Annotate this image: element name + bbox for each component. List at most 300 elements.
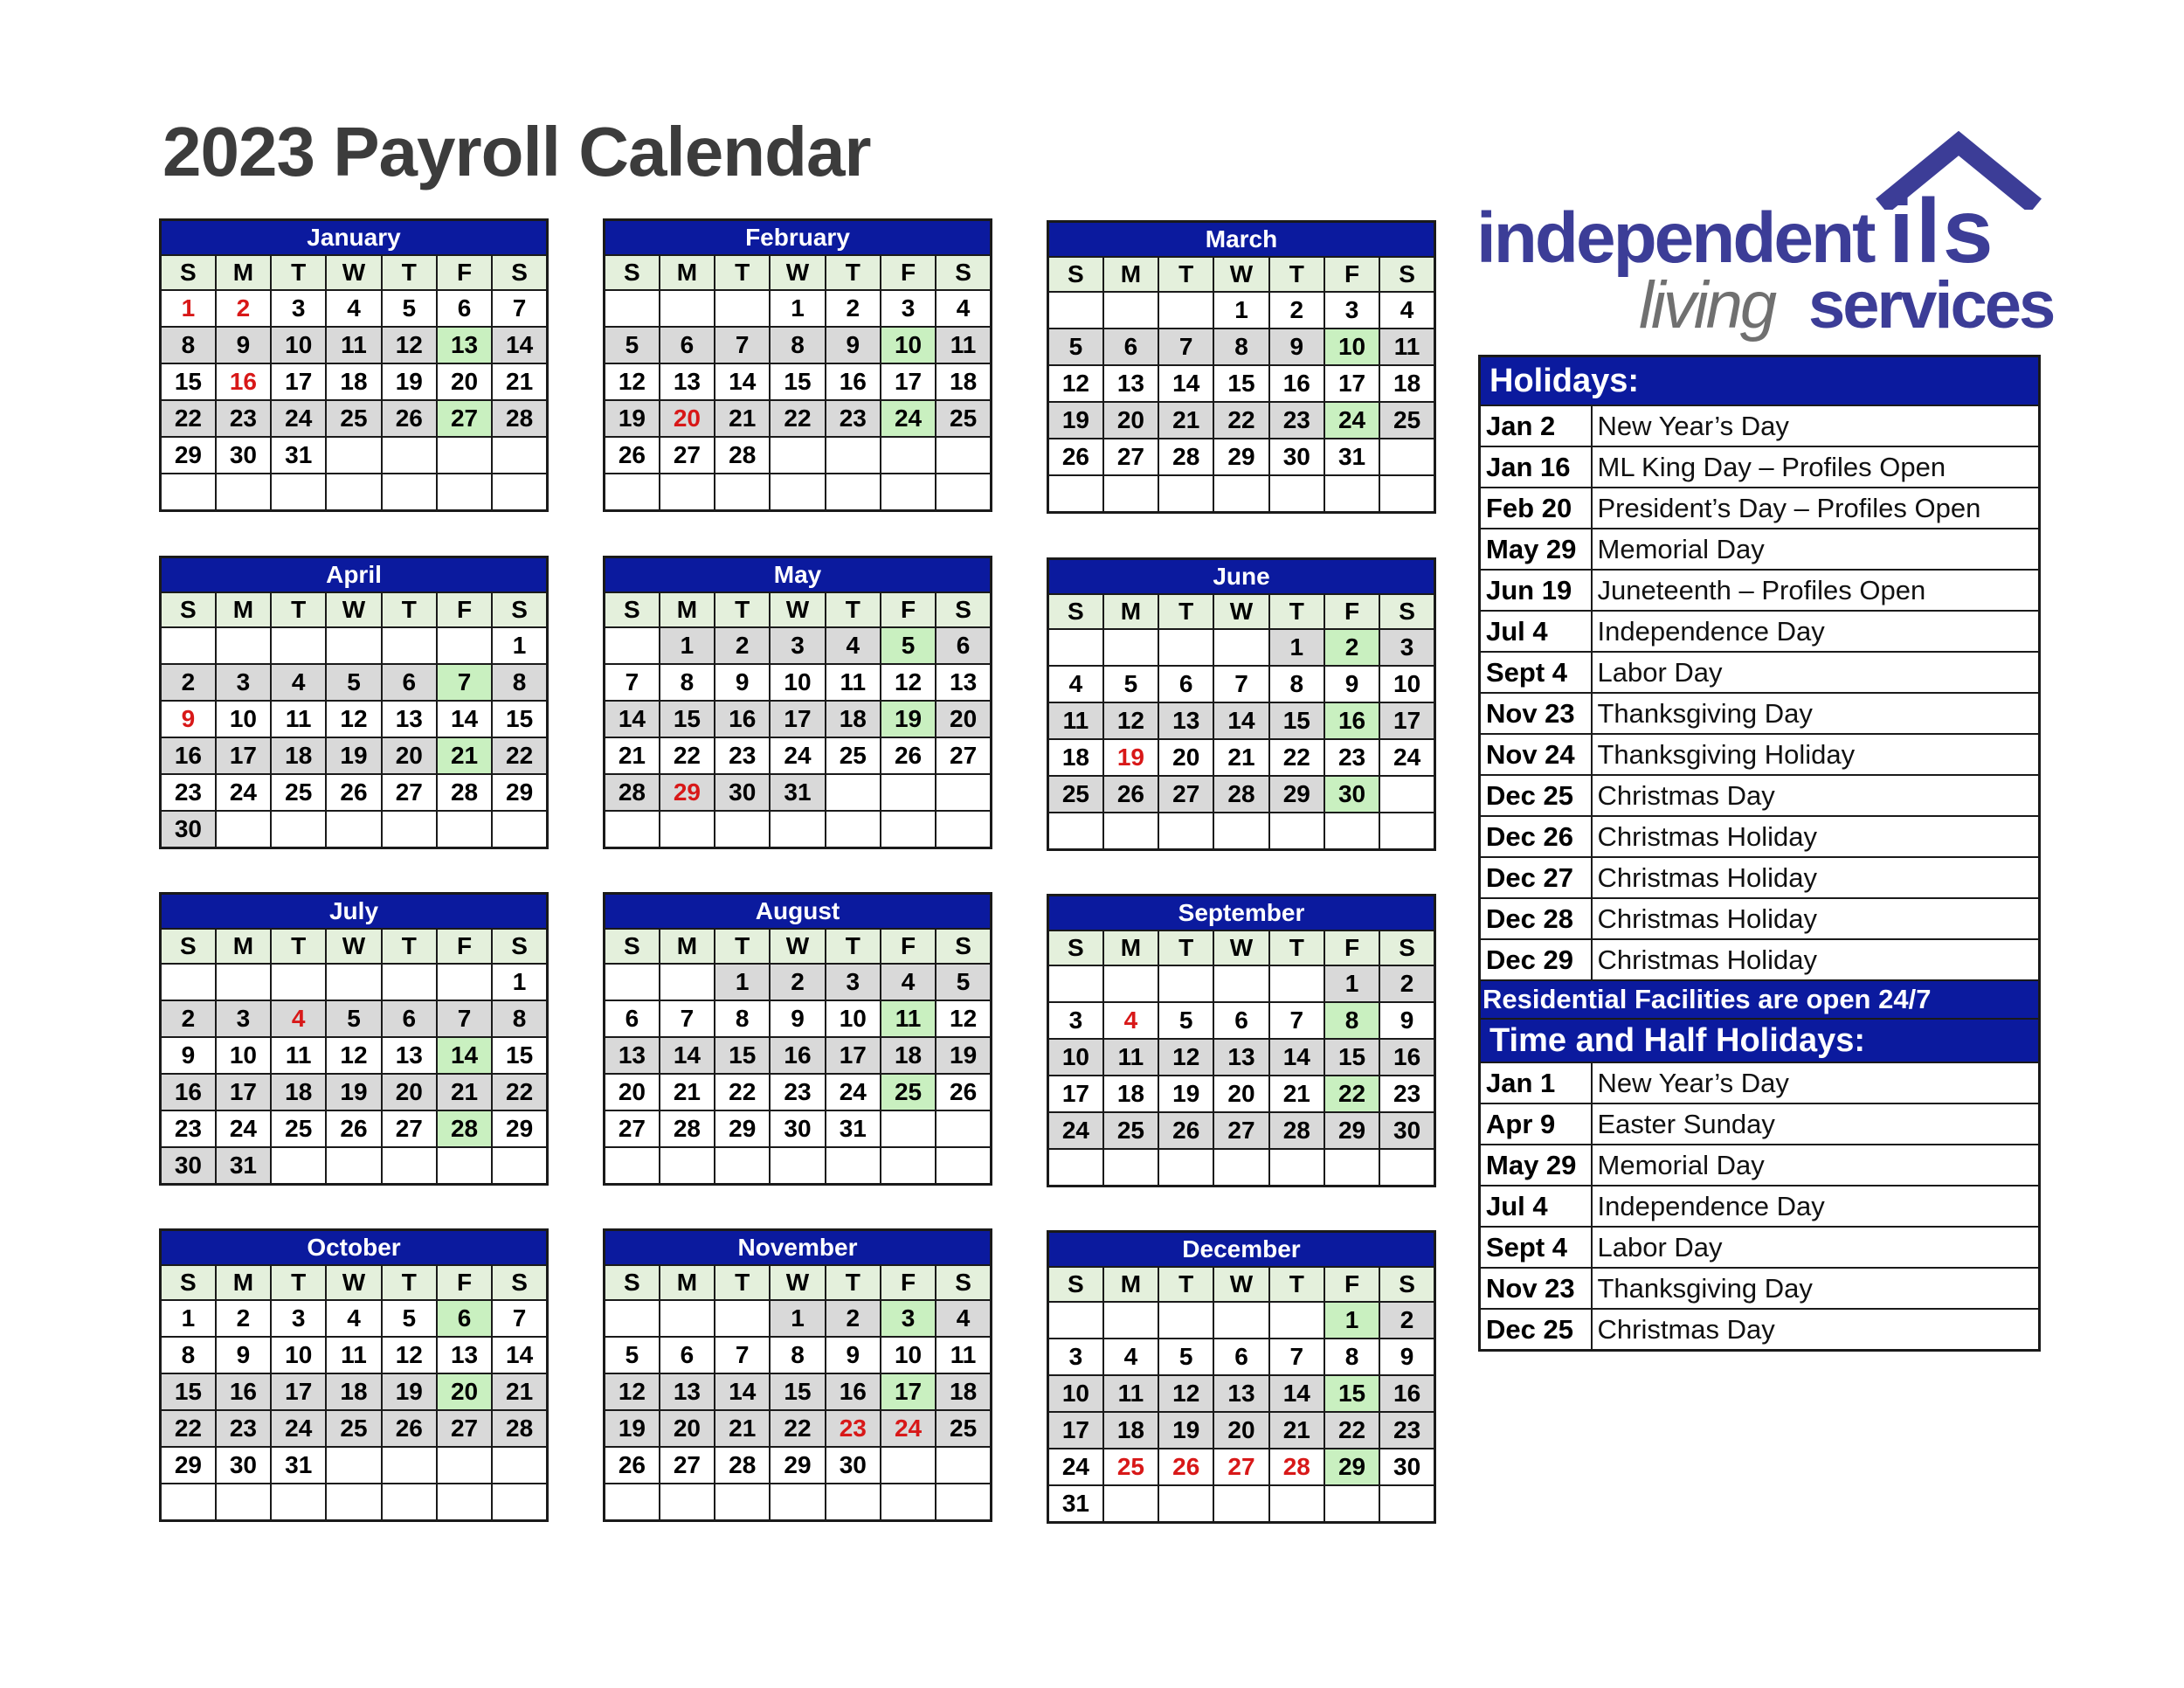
month-name: June — [1048, 559, 1435, 595]
weekday-label: T — [1269, 1267, 1324, 1302]
day-cell: 23 — [715, 737, 770, 774]
day-cell: 26 — [605, 437, 660, 474]
empty-cell — [437, 1484, 492, 1521]
empty-cell — [605, 474, 660, 511]
day-cell: 24 — [271, 400, 326, 437]
day-cell: 31 — [1324, 439, 1379, 475]
day-cell: 4 — [881, 964, 936, 1000]
day-cell: 12 — [1048, 365, 1103, 402]
empty-cell — [1213, 1302, 1268, 1339]
day-cell: 30 — [1269, 439, 1324, 475]
day-cell: 17 — [1048, 1076, 1103, 1112]
holidays-table — [1478, 355, 2041, 1352]
day-cell: 29 — [492, 774, 547, 811]
day-cell: 30 — [1379, 1449, 1434, 1485]
day-cell: 11 — [1379, 329, 1434, 365]
holiday-date: Nov 23 — [1480, 693, 1592, 734]
day-cell: 29 — [492, 1110, 547, 1147]
weekday-label: S — [1379, 1267, 1434, 1302]
month-name: October — [161, 1230, 548, 1266]
holiday-date: May 29 — [1480, 1145, 1592, 1186]
day-cell: 20 — [1213, 1076, 1268, 1112]
day-cell: 3 — [1324, 292, 1379, 329]
month-name: April — [161, 557, 548, 593]
day-cell: 2 — [161, 664, 216, 701]
day-cell: 26 — [881, 737, 936, 774]
day-cell: 9 — [161, 701, 216, 737]
day-cell: 24 — [1048, 1449, 1103, 1485]
empty-cell — [437, 964, 492, 1000]
empty-cell — [216, 627, 271, 664]
weekday-label: M — [1103, 1267, 1158, 1302]
day-cell: 28 — [492, 1410, 547, 1447]
day-cell: 19 — [1048, 402, 1103, 439]
day-cell: 20 — [437, 363, 492, 400]
empty-cell — [881, 1147, 936, 1185]
holiday-name: Memorial Day — [1592, 529, 2040, 570]
day-cell: 24 — [216, 1110, 271, 1147]
day-cell: 5 — [1048, 329, 1103, 365]
weekday-label: S — [161, 929, 216, 964]
day-cell: 11 — [326, 327, 381, 363]
empty-cell — [382, 1147, 437, 1185]
holiday-date: Jan 16 — [1480, 446, 1592, 488]
day-cell: 27 — [1103, 439, 1158, 475]
month-name: March — [1048, 222, 1435, 258]
logo-word-services: services — [1808, 268, 2054, 342]
holiday-name: Christmas Holiday — [1592, 857, 2040, 898]
weekday-label: M — [660, 592, 715, 627]
empty-cell — [326, 437, 381, 474]
weekday-label: S — [936, 592, 991, 627]
empty-cell — [1048, 475, 1103, 513]
day-cell: 13 — [660, 363, 715, 400]
day-cell: 28 — [715, 1447, 770, 1484]
day-cell: 24 — [1379, 739, 1434, 776]
day-cell: 22 — [161, 1410, 216, 1447]
day-cell: 23 — [1379, 1412, 1434, 1449]
holiday-row — [1480, 446, 2040, 488]
day-cell: 8 — [1213, 329, 1268, 365]
day-cell: 4 — [1048, 666, 1103, 702]
empty-cell — [437, 811, 492, 848]
empty-cell — [605, 1300, 660, 1337]
day-cell: 2 — [826, 1300, 881, 1337]
empty-cell — [161, 1484, 216, 1521]
day-cell: 9 — [216, 1337, 271, 1373]
day-cell: 20 — [605, 1074, 660, 1110]
day-cell: 16 — [715, 701, 770, 737]
day-cell: 13 — [382, 1037, 437, 1074]
empty-cell — [1269, 1485, 1324, 1523]
weekday-label: S — [936, 929, 991, 964]
day-cell: 27 — [437, 400, 492, 437]
day-cell: 8 — [492, 1000, 547, 1037]
day-cell: 1 — [770, 290, 825, 327]
empty-cell — [881, 1447, 936, 1484]
holiday-row — [1480, 488, 2040, 529]
day-cell: 6 — [437, 1300, 492, 1337]
empty-cell — [715, 1147, 770, 1185]
day-cell: 18 — [826, 701, 881, 737]
weekday-label: T — [1158, 257, 1213, 292]
weekday-label: S — [161, 592, 216, 627]
day-cell: 4 — [271, 664, 326, 701]
day-cell: 5 — [605, 1337, 660, 1373]
day-cell: 2 — [161, 1000, 216, 1037]
month-calendar-november — [603, 1228, 992, 1522]
empty-cell — [1048, 1149, 1103, 1186]
holiday-row — [1480, 857, 2040, 898]
day-cell: 24 — [881, 400, 936, 437]
day-cell: 9 — [1269, 329, 1324, 365]
weekday-label: T — [826, 929, 881, 964]
empty-cell — [492, 474, 547, 511]
day-cell: 16 — [216, 1373, 271, 1410]
day-cell: 1 — [1213, 292, 1268, 329]
empty-cell — [216, 1484, 271, 1521]
weekday-label: F — [437, 592, 492, 627]
empty-cell — [1213, 629, 1268, 666]
weekday-label: S — [161, 255, 216, 290]
day-cell: 23 — [216, 1410, 271, 1447]
holiday-row — [1480, 405, 2040, 446]
day-cell: 2 — [216, 290, 271, 327]
day-cell: 15 — [1324, 1039, 1379, 1076]
empty-cell — [1379, 1485, 1434, 1523]
day-cell: 10 — [881, 1337, 936, 1373]
day-cell: 20 — [382, 737, 437, 774]
day-cell: 23 — [826, 400, 881, 437]
weekday-label: F — [437, 255, 492, 290]
weekday-label: S — [1048, 930, 1103, 965]
day-cell: 15 — [161, 1373, 216, 1410]
empty-cell — [1048, 813, 1103, 850]
page-title: 2023 Payroll Calendar — [162, 113, 871, 190]
day-cell: 29 — [715, 1110, 770, 1147]
holiday-name: Easter Sunday — [1592, 1103, 2040, 1145]
day-cell: 27 — [660, 437, 715, 474]
weekday-label: S — [1379, 594, 1434, 629]
weekday-label: F — [437, 929, 492, 964]
month-name: May — [605, 557, 992, 593]
day-cell: 2 — [1324, 629, 1379, 666]
empty-cell — [715, 1484, 770, 1521]
day-cell: 4 — [1379, 292, 1434, 329]
day-cell: 31 — [271, 437, 326, 474]
empty-cell — [1158, 1302, 1213, 1339]
empty-cell — [271, 627, 326, 664]
day-cell: 24 — [1048, 1112, 1103, 1149]
day-cell: 21 — [715, 1410, 770, 1447]
day-cell: 12 — [936, 1000, 991, 1037]
weekday-label: S — [1048, 594, 1103, 629]
day-cell: 22 — [1324, 1076, 1379, 1112]
holiday-row — [1480, 1145, 2040, 1186]
day-cell: 3 — [1048, 1002, 1103, 1039]
empty-cell — [326, 1447, 381, 1484]
day-cell: 20 — [936, 701, 991, 737]
day-cell: 11 — [1103, 1039, 1158, 1076]
empty-cell — [437, 437, 492, 474]
month-name: July — [161, 894, 548, 930]
day-cell: 22 — [715, 1074, 770, 1110]
day-cell: 2 — [1379, 965, 1434, 1002]
day-cell: 13 — [660, 1373, 715, 1410]
holiday-name: Memorial Day — [1592, 1145, 2040, 1186]
day-cell: 30 — [826, 1447, 881, 1484]
weekday-label: M — [216, 929, 271, 964]
empty-cell — [826, 1484, 881, 1521]
day-cell: 2 — [715, 627, 770, 664]
day-cell: 1 — [492, 627, 547, 664]
day-cell: 11 — [1048, 702, 1103, 739]
day-cell: 16 — [1379, 1039, 1434, 1076]
day-cell: 13 — [936, 664, 991, 701]
empty-cell — [1269, 965, 1324, 1002]
holiday-row — [1480, 570, 2040, 611]
weekday-label: T — [1269, 594, 1324, 629]
weekday-label: M — [216, 592, 271, 627]
day-cell: 10 — [1379, 666, 1434, 702]
day-cell: 5 — [1158, 1002, 1213, 1039]
day-cell: 7 — [492, 1300, 547, 1337]
day-cell: 13 — [1213, 1375, 1268, 1412]
day-cell: 10 — [826, 1000, 881, 1037]
day-cell: 8 — [1324, 1002, 1379, 1039]
day-cell: 4 — [326, 1300, 381, 1337]
day-cell: 5 — [936, 964, 991, 1000]
weekday-label: M — [660, 929, 715, 964]
day-cell: 21 — [1158, 402, 1213, 439]
day-cell: 26 — [382, 1410, 437, 1447]
day-cell: 11 — [271, 1037, 326, 1074]
empty-cell — [715, 811, 770, 848]
weekday-label: T — [826, 592, 881, 627]
day-cell: 29 — [161, 437, 216, 474]
holiday-row — [1480, 816, 2040, 857]
empty-cell — [770, 474, 825, 511]
weekday-label: S — [605, 929, 660, 964]
day-cell: 25 — [271, 774, 326, 811]
empty-cell — [660, 474, 715, 511]
weekday-label: T — [715, 929, 770, 964]
weekday-label: T — [826, 255, 881, 290]
day-cell: 17 — [271, 363, 326, 400]
day-cell: 23 — [770, 1074, 825, 1110]
weekday-label: W — [770, 592, 825, 627]
day-cell: 12 — [382, 327, 437, 363]
day-cell: 6 — [1158, 666, 1213, 702]
month-name: January — [161, 220, 548, 256]
day-cell: 21 — [660, 1074, 715, 1110]
holiday-name: Thanksgiving Day — [1592, 693, 2040, 734]
day-cell: 27 — [605, 1110, 660, 1147]
day-cell: 15 — [660, 701, 715, 737]
weekday-label: S — [1379, 257, 1434, 292]
day-cell: 10 — [271, 1337, 326, 1373]
empty-cell — [660, 964, 715, 1000]
day-cell: 11 — [326, 1337, 381, 1373]
day-cell: 27 — [382, 774, 437, 811]
empty-cell — [161, 474, 216, 511]
empty-cell — [1269, 1149, 1324, 1186]
empty-cell — [437, 1147, 492, 1185]
day-cell: 12 — [326, 1037, 381, 1074]
weekday-label: S — [1048, 1267, 1103, 1302]
day-cell: 14 — [437, 1037, 492, 1074]
weekday-label: S — [605, 1265, 660, 1300]
empty-cell — [826, 774, 881, 811]
empty-cell — [161, 964, 216, 1000]
empty-cell — [1269, 813, 1324, 850]
holiday-name: Christmas Day — [1592, 775, 2040, 816]
weekday-label: S — [492, 592, 547, 627]
day-cell: 1 — [1324, 965, 1379, 1002]
day-cell: 5 — [326, 1000, 381, 1037]
day-cell: 28 — [437, 774, 492, 811]
month-calendar-january — [159, 218, 549, 512]
day-cell: 27 — [1158, 776, 1213, 813]
empty-cell — [1048, 1302, 1103, 1339]
month-calendar-october — [159, 1228, 549, 1522]
day-cell: 28 — [715, 437, 770, 474]
day-cell: 26 — [326, 1110, 381, 1147]
day-cell: 1 — [161, 1300, 216, 1337]
day-cell: 22 — [161, 400, 216, 437]
weekday-label: T — [715, 255, 770, 290]
day-cell: 18 — [1103, 1412, 1158, 1449]
month-name: August — [605, 894, 992, 930]
day-cell: 14 — [437, 701, 492, 737]
day-cell: 15 — [1324, 1375, 1379, 1412]
empty-cell — [826, 437, 881, 474]
empty-cell — [271, 964, 326, 1000]
day-cell: 16 — [161, 1074, 216, 1110]
day-cell: 23 — [1379, 1076, 1434, 1112]
day-cell: 16 — [216, 363, 271, 400]
day-cell: 4 — [936, 290, 991, 327]
holiday-row — [1480, 1268, 2040, 1309]
empty-cell — [271, 811, 326, 848]
empty-cell — [382, 437, 437, 474]
empty-cell — [382, 1447, 437, 1484]
day-cell: 10 — [1048, 1375, 1103, 1412]
day-cell: 20 — [437, 1373, 492, 1410]
empty-cell — [326, 1484, 381, 1521]
day-cell: 10 — [1048, 1039, 1103, 1076]
holidays-heading: Holidays: — [1480, 356, 2040, 406]
day-cell: 17 — [216, 1074, 271, 1110]
empty-cell — [660, 811, 715, 848]
holiday-name: Labor Day — [1592, 652, 2040, 693]
weekday-label: S — [936, 1265, 991, 1300]
holiday-row — [1480, 1227, 2040, 1268]
day-cell: 9 — [715, 664, 770, 701]
holiday-name: New Year’s Day — [1592, 1062, 2040, 1103]
day-cell: 27 — [936, 737, 991, 774]
day-cell: 24 — [881, 1410, 936, 1447]
empty-cell — [881, 1484, 936, 1521]
day-cell: 6 — [1213, 1339, 1268, 1375]
day-cell: 23 — [1269, 402, 1324, 439]
day-cell: 7 — [1213, 666, 1268, 702]
weekday-label: S — [936, 255, 991, 290]
day-cell: 16 — [161, 737, 216, 774]
empty-cell — [1324, 475, 1379, 513]
day-cell: 15 — [1269, 702, 1324, 739]
day-cell: 8 — [161, 1337, 216, 1373]
weekday-label: T — [271, 592, 326, 627]
day-cell: 2 — [1379, 1302, 1434, 1339]
day-cell: 1 — [492, 964, 547, 1000]
empty-cell — [770, 811, 825, 848]
day-cell: 17 — [1324, 365, 1379, 402]
empty-cell — [660, 290, 715, 327]
day-cell: 9 — [1379, 1339, 1434, 1375]
day-cell: 21 — [715, 400, 770, 437]
day-cell: 22 — [1269, 739, 1324, 776]
empty-cell — [881, 437, 936, 474]
day-cell: 31 — [271, 1447, 326, 1484]
day-cell: 5 — [382, 1300, 437, 1337]
day-cell: 15 — [492, 1037, 547, 1074]
day-cell: 1 — [1269, 629, 1324, 666]
day-cell: 27 — [437, 1410, 492, 1447]
day-cell: 24 — [826, 1074, 881, 1110]
holiday-row — [1480, 611, 2040, 652]
weekday-label: W — [1213, 1267, 1268, 1302]
empty-cell — [1158, 965, 1213, 1002]
weekday-label: F — [1324, 257, 1379, 292]
day-cell: 9 — [826, 1337, 881, 1373]
day-cell: 26 — [605, 1447, 660, 1484]
holiday-name: Labor Day — [1592, 1227, 2040, 1268]
holiday-date: Dec 28 — [1480, 898, 1592, 939]
empty-cell — [936, 1147, 991, 1185]
holiday-date: May 29 — [1480, 529, 1592, 570]
day-cell: 13 — [1158, 702, 1213, 739]
empty-cell — [1048, 965, 1103, 1002]
day-cell: 19 — [326, 1074, 381, 1110]
empty-cell — [826, 1147, 881, 1185]
day-cell: 4 — [936, 1300, 991, 1337]
day-cell: 30 — [161, 811, 216, 848]
day-cell: 27 — [1213, 1449, 1268, 1485]
day-cell: 22 — [492, 737, 547, 774]
empty-cell — [1048, 292, 1103, 329]
day-cell: 29 — [770, 1447, 825, 1484]
empty-cell — [936, 1484, 991, 1521]
empty-cell — [326, 964, 381, 1000]
empty-cell — [382, 964, 437, 1000]
day-cell: 18 — [881, 1037, 936, 1074]
day-cell: 9 — [1379, 1002, 1434, 1039]
day-cell: 15 — [715, 1037, 770, 1074]
holiday-date: Dec 25 — [1480, 1309, 1592, 1351]
holiday-date: Jul 4 — [1480, 611, 1592, 652]
day-cell: 5 — [881, 627, 936, 664]
day-cell: 29 — [1324, 1449, 1379, 1485]
weekday-label: M — [216, 1265, 271, 1300]
day-cell: 18 — [271, 1074, 326, 1110]
empty-cell — [826, 811, 881, 848]
holiday-row — [1480, 652, 2040, 693]
holiday-row — [1480, 693, 2040, 734]
empty-cell — [1103, 292, 1158, 329]
weekday-label: M — [660, 1265, 715, 1300]
day-cell: 19 — [382, 1373, 437, 1410]
